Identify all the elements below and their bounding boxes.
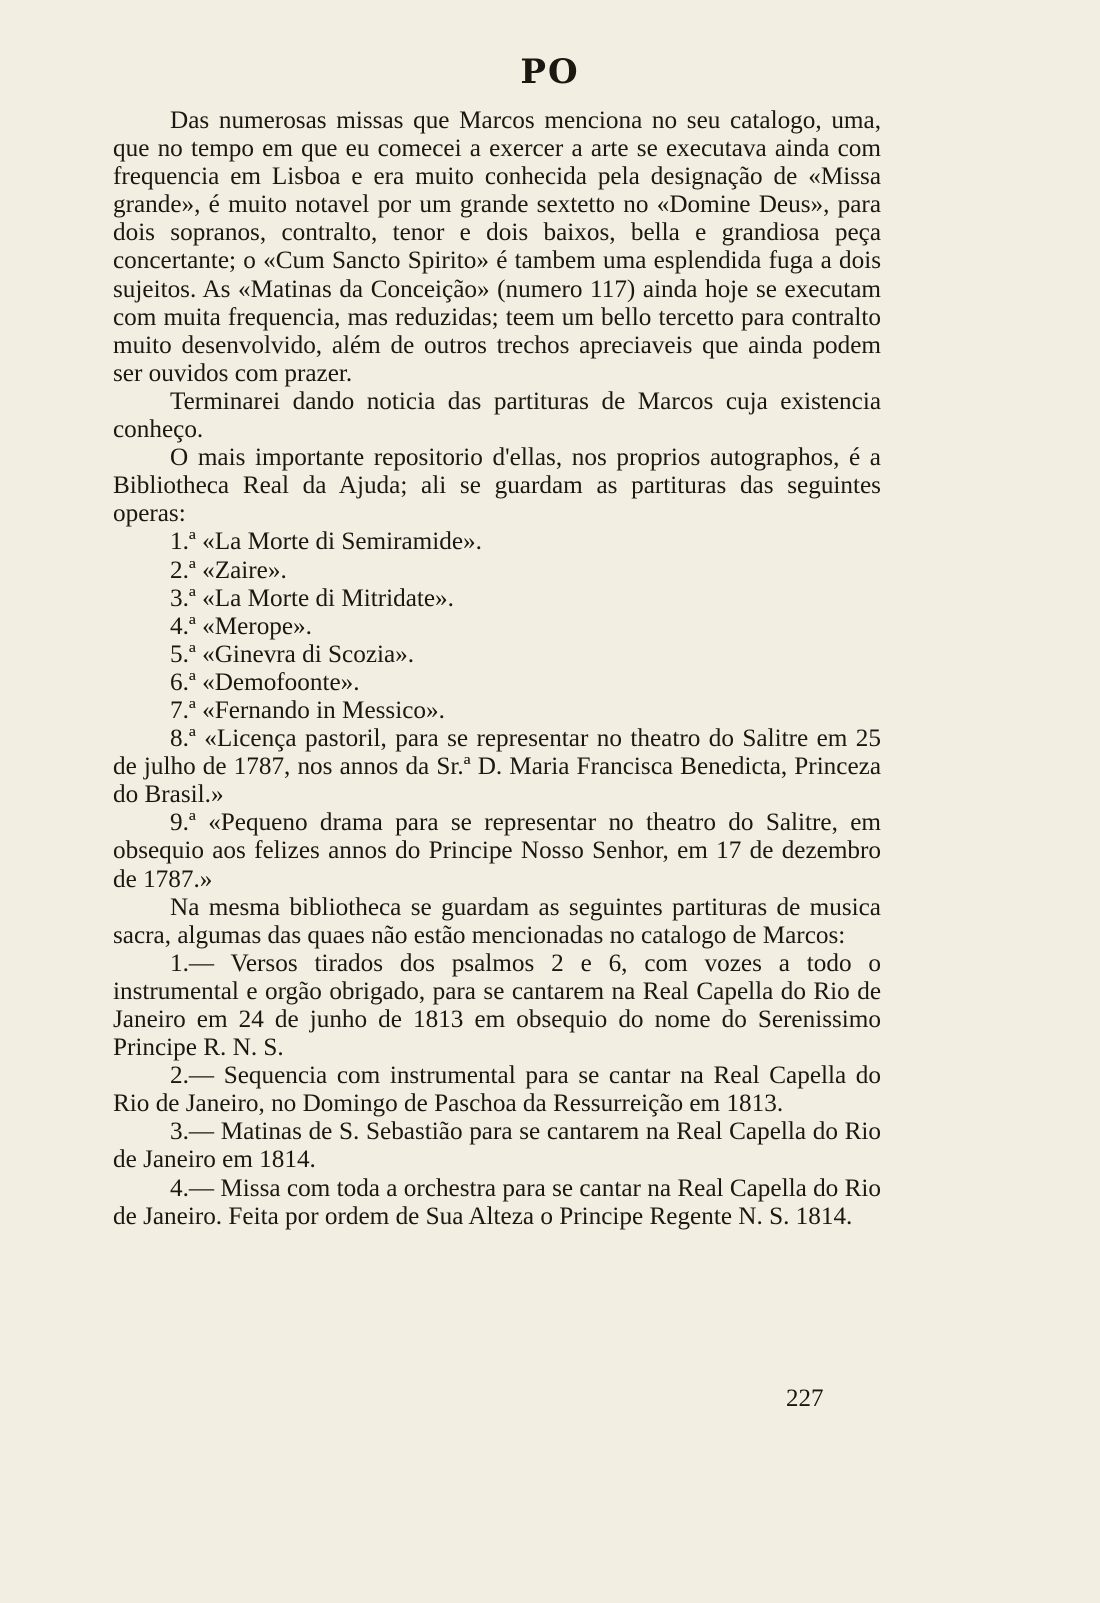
sacred-item-1: 1.— Versos tirados dos psalmos 2 e 6, com vozes a todo o instrumental e orgão obrigado, para se cantarem na Real Capella do Rio de Janeiro em 24 de junho de 1813 em obsequio do nome do Serenissimo Principe R. N. S. bbox=[113, 949, 881, 1062]
opera-item-4: 4.ª «Merope». bbox=[170, 612, 312, 640]
paragraph-intro: Das numerosas missas que Marcos menciona no seu catalogo, uma, que no tempo em que eu comecei a exercer a arte se executava ainda com frequencia em Lisboa e era muito conhecida pela designação de «Missa grande», é muito notavel por um grande sextetto no «Domine Deus», para dois sopranos, contralto, tenor e dois baixos, bella e grandiosa peça concertante; o «Cum Sancto Spirito» é tambem uma esplendida fuga a dois sujeitos. As «Matinas da Conceição» (numero 117) ainda hoje se executam com muita frequencia, mas reduzidas; teem um bello tercetto para contralto muito desenvolvido, além de outros trechos apreciaveis que ainda podem ser ouvidos com prazer. bbox=[113, 107, 881, 387]
paragraph-terminarei: Terminarei dando noticia das partituras de Marcos cuja existencia conheço. bbox=[113, 387, 881, 444]
paragraph-repositorio: O mais importante repositorio d'ellas, nos proprios autographos, é a Bibliotheca Real da Ajuda; ali se guardam as partituras das seguintes operas: bbox=[113, 444, 881, 528]
opera-item-8: 8.ª «Licença pastoril, para se representar no theatro do Salitre em 25 de julho de 1787, nos annos da Sr.ª D. Maria Francisca Benedicta, Princeza do Brasil.» bbox=[113, 725, 881, 809]
sacred-item-2: 2.— Sequencia com instrumental para se cantar na Real Capella do Rio de Janeiro, no Domingo de Paschoa da Ressurreição em 1813. bbox=[113, 1062, 881, 1118]
page-number: 227 bbox=[786, 1385, 824, 1412]
opera-item-5: 5.ª «Ginevra di Scozia». bbox=[170, 640, 415, 668]
opera-item-9: 9.ª «Pequeno drama para se representar no theatro do Salitre, em obsequio aos felizes annos do Principe Nosso Senhor, em 17 de dezembro de 1787.» bbox=[113, 809, 881, 893]
sacred-item-4: 4.— Missa com toda a orchestra para se cantar na Real Capella do Rio de Janeiro. Feita por ordem de Sua Alteza o Principe Regente N. S. 1814. bbox=[113, 1174, 881, 1230]
opera-item-7: 7.ª «Fernando in Messico». bbox=[170, 696, 445, 724]
body-text bbox=[113, 107, 881, 1231]
running-head: PO bbox=[520, 52, 580, 92]
opera-item-1: 1.ª «La Morte di Semiramide». bbox=[170, 528, 482, 556]
sacred-item-3: 3.— Matinas de S. Sebastião para se cantarem na Real Capella do Rio de Janeiro em 1814. bbox=[113, 1118, 881, 1174]
paragraph-musica-sacra: Na mesma bibliotheca se guardam as seguintes partituras de musica sacra, algumas das quaes não estão mencionadas no catalogo de Marcos: bbox=[113, 893, 881, 949]
opera-item-6: 6.ª «Demofoonte». bbox=[170, 668, 360, 696]
opera-item-3: 3.ª «La Morte di Mitridate». bbox=[170, 584, 454, 612]
opera-item-2: 2.ª «Zaire». bbox=[170, 556, 287, 584]
